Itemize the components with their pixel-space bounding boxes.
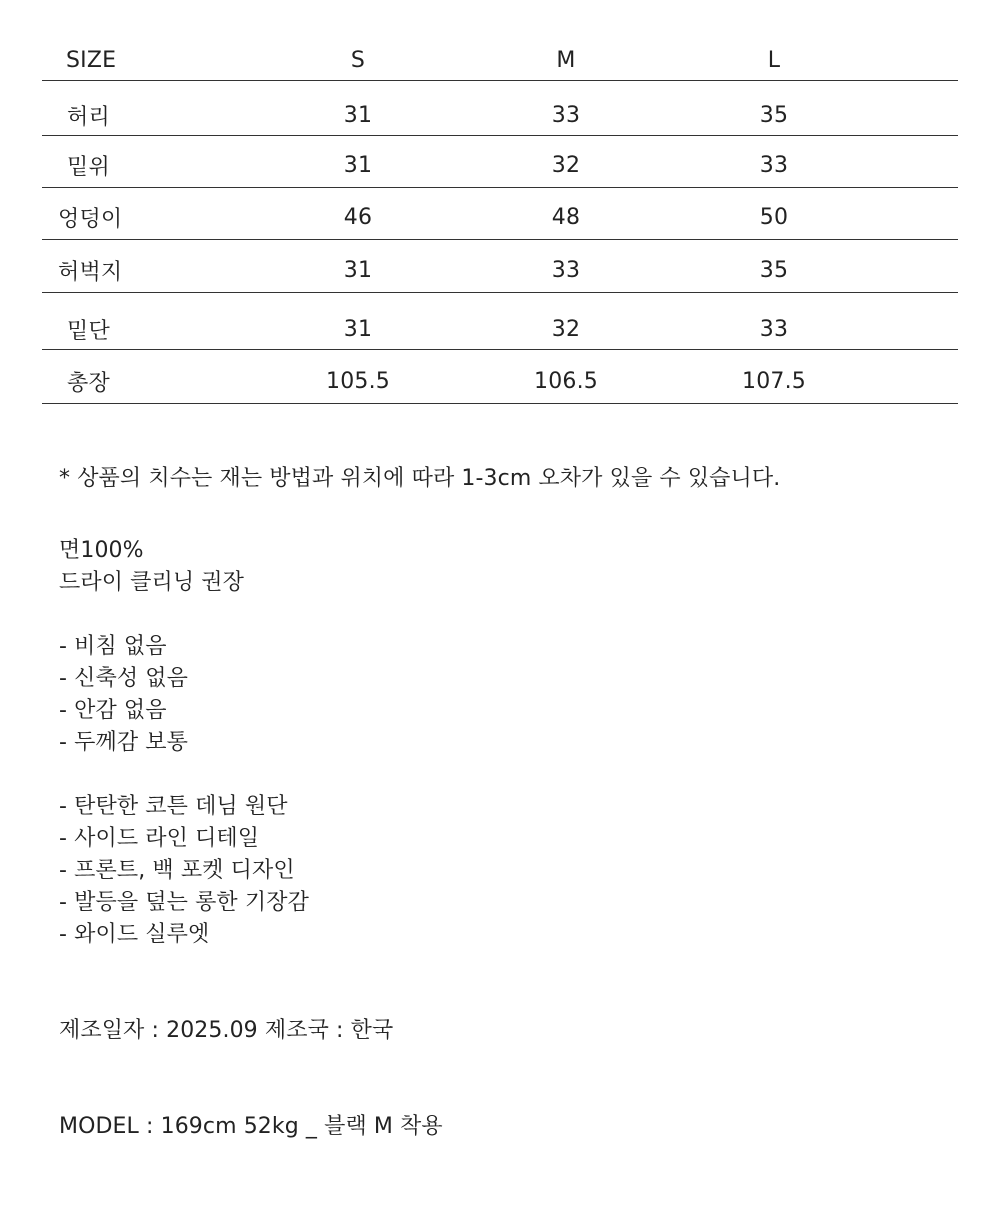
table-row-thigh — [42, 240, 958, 293]
table-row-length — [42, 350, 958, 404]
cell-m: 48 — [551, 205, 581, 230]
list-item: - 발등을 덮는 롱한 기장감 — [59, 890, 309, 915]
fabric-text: 면100% — [59, 538, 144, 563]
list-item: - 안감 없음 — [59, 698, 167, 723]
cell-s: 46 — [343, 205, 373, 230]
row-label: 밑위 — [67, 155, 110, 180]
manufacture-info — [59, 1015, 393, 1047]
list-item: - 두께감 보통 — [59, 730, 188, 755]
row-label: 허벅지 — [58, 259, 123, 285]
model-info — [59, 1111, 443, 1143]
size-table-header — [42, 40, 958, 81]
details-list — [59, 791, 309, 951]
header-size-label: SIZE — [66, 47, 117, 73]
cell-m: 33 — [551, 257, 581, 283]
properties-list — [59, 631, 188, 759]
measurement-note — [59, 463, 780, 495]
row-label: 엉덩이 — [58, 207, 123, 232]
row-label: 총장 — [67, 371, 110, 396]
care-text: 드라이 클리닝 권장 — [59, 570, 245, 595]
cell-l: 35 — [759, 102, 789, 128]
model-text: MODEL : 169cm 52kg _ 블랙 M 착용 — [59, 1114, 443, 1139]
cell-s: 31 — [343, 153, 373, 178]
cell-s: 31 — [343, 102, 373, 128]
table-row-hem — [42, 293, 958, 350]
note-text: * 상품의 치수는 재는 방법과 위치에 따라 1-3cm 오차가 있을 수 있습니다. — [59, 466, 781, 491]
list-item: - 비침 없음 — [59, 634, 167, 659]
list-item: - 신축성 없음 — [59, 666, 188, 691]
cell-l: 50 — [759, 205, 789, 230]
row-label: 허리 — [67, 104, 110, 130]
cell-l: 107.5 — [742, 369, 806, 394]
cell-m: 33 — [551, 102, 581, 128]
cell-l: 33 — [759, 153, 789, 178]
cell-l: 35 — [759, 257, 789, 283]
list-item: - 사이드 라인 디테일 — [59, 826, 260, 851]
list-item: - 와이드 실루엣 — [59, 922, 210, 947]
cell-l: 33 — [759, 316, 789, 342]
list-item: - 프론트, 백 포켓 디자인 — [59, 858, 295, 883]
cell-s: 105.5 — [326, 369, 390, 394]
table-row-rise — [42, 136, 958, 188]
cell-s: 31 — [343, 316, 373, 342]
cell-m: 32 — [551, 153, 581, 178]
cell-m: 32 — [551, 316, 581, 342]
cell-m: 106.5 — [534, 369, 598, 394]
row-label: 밑단 — [67, 318, 110, 344]
list-item: - 탄탄한 코튼 데님 원단 — [59, 794, 288, 819]
table-row-waist — [42, 81, 958, 136]
header-size-m: M — [556, 47, 576, 73]
material-info — [59, 535, 244, 599]
size-table — [42, 40, 958, 404]
manufacture-text: 제조일자 : 2025.09 제조국 : 한국 — [59, 1018, 394, 1043]
table-row-hip — [42, 188, 958, 240]
header-size-s: S — [350, 47, 366, 73]
cell-s: 31 — [343, 257, 373, 283]
header-size-l: L — [767, 47, 781, 73]
